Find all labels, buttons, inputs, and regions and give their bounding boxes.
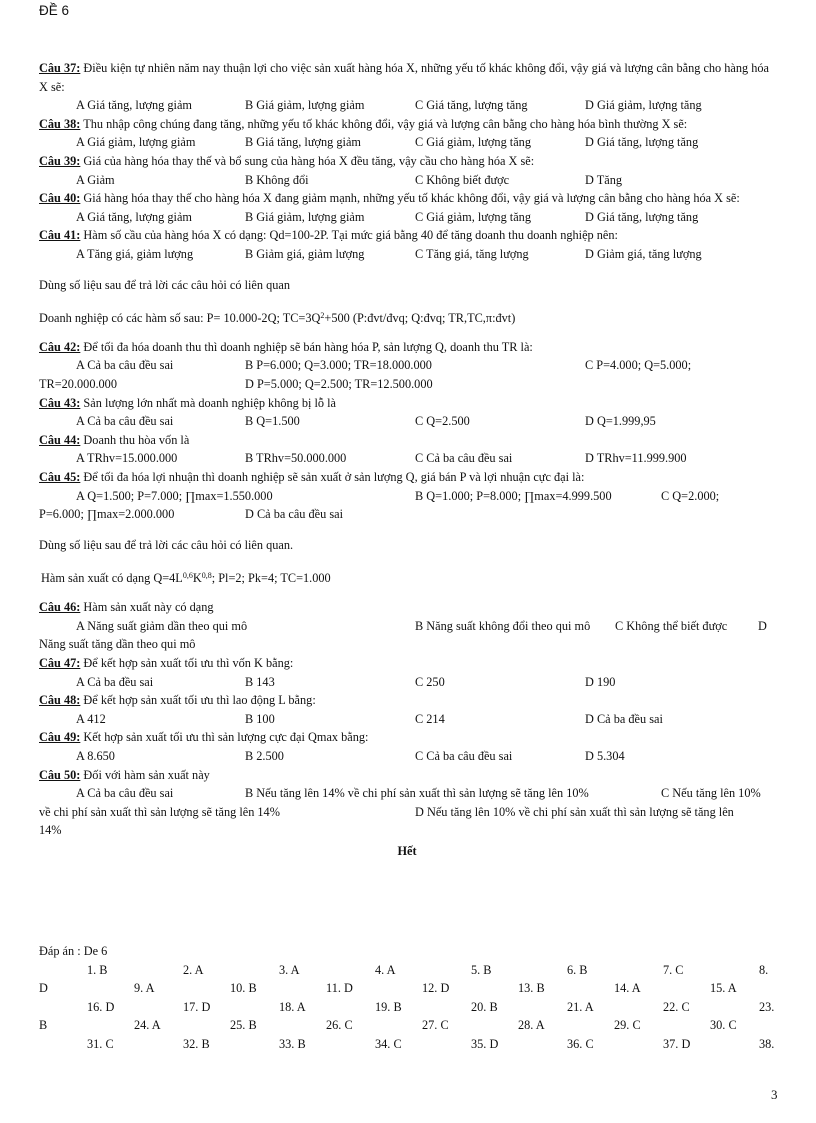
exponent: 0,8 xyxy=(201,571,212,581)
answer-grid xyxy=(39,961,779,1054)
option-a: A Tăng giá, giảm lượng xyxy=(76,246,194,261)
answer-item: 30. C xyxy=(710,1018,737,1033)
option-b: B Giảm giá, giảm lượng xyxy=(245,246,365,261)
answer-item: 8. xyxy=(759,962,769,977)
data-intro: Dùng số liệu sau để trả lời các câu hỏi có liên quan xyxy=(39,277,290,292)
answer-item: 19. B xyxy=(375,999,402,1014)
option-c-cont: P=6.000; ∏max=2.000.000 xyxy=(39,507,175,522)
option-a: A 8.650 xyxy=(76,748,115,763)
answer-row xyxy=(39,979,779,998)
production-function xyxy=(39,567,775,586)
answer-item: 13. B xyxy=(518,981,545,996)
option-c: C Nếu tăng lên 10% xyxy=(661,786,761,801)
question-39 xyxy=(39,152,775,171)
answer-item: 1. B xyxy=(87,962,108,977)
question-text: Điều kiện tự nhiên năm nay thuận lợi cho việc sản xuất hàng hóa X, những yếu tố khác không đổi, vậy giá và lượng cân bằng cho hàng hóa X sẽ: xyxy=(39,61,770,94)
option-a: A Cả ba câu đều sai xyxy=(76,414,174,429)
answer-row xyxy=(39,998,779,1017)
option-b: B Nếu tăng lên 14% về chi phí sản xuất thì sản lượng sẽ tăng lên 10% xyxy=(245,786,589,801)
end-marker: Hết xyxy=(397,843,417,858)
option-a: A Cả ba câu đều sai xyxy=(76,358,174,373)
options-39 xyxy=(39,171,775,190)
answer-item: 21. A xyxy=(567,999,594,1014)
option-c: C Giá tăng, lượng tăng xyxy=(415,98,528,113)
question-45 xyxy=(39,468,775,487)
answer-item: 5. B xyxy=(471,962,492,977)
answer-item: 32. B xyxy=(183,1036,210,1051)
question-label: Câu 46: xyxy=(39,600,81,615)
option-c: C Không thể biết được xyxy=(615,618,728,633)
question-text: Doanh thu hòa vốn là xyxy=(83,432,190,447)
option-d: D Q=1.999,95 xyxy=(585,414,656,429)
answer-item: 11. D xyxy=(326,981,353,996)
question-label: Câu 50: xyxy=(39,767,81,782)
answer-item: 33. B xyxy=(279,1036,306,1051)
answer-item: 17. D xyxy=(183,999,211,1014)
question-43 xyxy=(39,394,775,413)
option-d: D Nếu tăng lên 10% về chi phí sản xuất thì sản lượng sẽ tăng lên xyxy=(415,804,734,819)
function-text: Doanh nghiệp có các hàm số sau: P= 10.000-2Q; TC=3Q xyxy=(39,310,321,325)
answer-item: 37. D xyxy=(663,1036,691,1051)
answer-item: 31. C xyxy=(87,1036,114,1051)
exam-code: ĐỀ 6 xyxy=(39,3,70,18)
options-50-cont xyxy=(39,803,775,822)
options-40 xyxy=(39,208,775,227)
function-text: Hàm sản xuất có dạng Q=4L xyxy=(41,571,183,586)
answer-key-title: Đáp án : De 6 xyxy=(39,944,108,958)
option-b: B Q=1.500 xyxy=(245,414,300,429)
options-41 xyxy=(39,245,775,264)
options-44 xyxy=(39,449,775,468)
question-38 xyxy=(39,115,775,134)
option-d: D Tăng xyxy=(585,172,622,187)
option-d-cont: 14% xyxy=(39,823,62,838)
option-b: B Năng suất không đổi theo qui mô xyxy=(415,618,591,633)
options-45 xyxy=(39,487,775,506)
option-c: C Không biết được xyxy=(415,172,510,187)
question-text: Để tối đa hóa doanh thu thì doanh nghiệp sẽ bán hàng hóa P, sản lượng Q, doanh thu TR là: xyxy=(83,339,533,354)
option-c: C Cả ba câu đều sai xyxy=(415,748,513,763)
options-49 xyxy=(39,747,775,766)
option-d: D Giá giảm, lượng tăng xyxy=(585,98,702,113)
page-number: 3 xyxy=(771,1087,778,1102)
answer-item: 20. B xyxy=(471,999,498,1014)
question-text: Sản lượng lớn nhất mà doanh nghiệp không bị lỗ là xyxy=(83,395,337,410)
question-text: Để kết hợp sản xuất tối ưu thì vốn K bằng: xyxy=(83,655,294,670)
answer-item: 2. A xyxy=(183,962,204,977)
options-38 xyxy=(39,133,775,152)
option-d: D P=5.000; Q=2.500; TR=12.500.000 xyxy=(245,377,433,392)
answer-item: 12. D xyxy=(422,981,450,996)
option-b: B P=6.000; Q=3.000; TR=18.000.000 xyxy=(245,358,432,373)
option-b: B 2.500 xyxy=(245,748,284,763)
question-text: Thu nhập công chúng đang tăng, những yếu tố khác không đổi, vậy giá và lượng cân bằng cho hàng hóa bình thường X sẽ: xyxy=(83,116,688,131)
question-41 xyxy=(39,226,775,245)
options-46 xyxy=(39,617,775,636)
answer-item: 4. A xyxy=(375,962,396,977)
answer-item: D xyxy=(39,981,48,996)
question-text: Để tối đa hóa lợi nhuận thì doanh nghiệp sẽ sản xuất ở sản lượng Q, giá bán P và lợi nhuận cực đại là: xyxy=(83,470,585,485)
answer-item: 26. C xyxy=(326,1018,353,1033)
answer-item: 28. A xyxy=(518,1018,545,1033)
question-text: Giá của hàng hóa thay thế và bổ sung của hàng hóa X đều tăng, vậy cầu cho hàng hóa X sẽ: xyxy=(83,153,535,168)
answer-item: 29. C xyxy=(614,1018,641,1033)
option-a: A Cả ba đều sai xyxy=(76,674,154,689)
option-b: B 143 xyxy=(245,674,275,689)
option-b: B Giá tăng, lượng giảm xyxy=(245,135,361,150)
answer-item: 27. C xyxy=(422,1018,449,1033)
question-text: Đối với hàm sản xuất này xyxy=(83,767,210,782)
question-49 xyxy=(39,728,775,747)
answer-item: 16. D xyxy=(87,999,115,1014)
answer-row xyxy=(39,1016,779,1035)
data-intro: Dùng số liệu sau để trả lời các câu hỏi có liên quan. xyxy=(39,538,294,553)
options-50 xyxy=(39,784,775,803)
question-44 xyxy=(39,431,775,450)
answer-item: 7. C xyxy=(663,962,684,977)
answer-item: 14. A xyxy=(614,981,641,996)
exponent: 0,6 xyxy=(182,571,193,581)
option-d: D Cả ba đều sai xyxy=(585,711,663,726)
option-d: D Giá tăng, lượng tăng xyxy=(585,135,699,150)
answer-item: 15. A xyxy=(710,981,737,996)
option-a: A Cả ba câu đều sai xyxy=(76,786,174,801)
question-47 xyxy=(39,654,775,673)
option-c: C 214 xyxy=(415,711,445,726)
question-label: Câu 47: xyxy=(39,655,81,670)
exponent: 2 xyxy=(320,310,325,320)
option-a: A Giảm xyxy=(76,172,115,187)
option-b: B 100 xyxy=(245,711,275,726)
option-a: A TRhv=15.000.000 xyxy=(76,451,178,466)
options-42-cont xyxy=(39,375,775,394)
answer-item: 25. B xyxy=(230,1018,257,1033)
option-c: C P=4.000; Q=5.000; xyxy=(585,358,692,373)
option-b: B Không đổi xyxy=(245,172,309,187)
question-text: Hàm sản xuất này có dạng xyxy=(83,600,214,615)
question-37 xyxy=(39,59,775,96)
option-c: C 250 xyxy=(415,674,445,689)
option-a: A Giá tăng, lượng giảm xyxy=(76,209,192,224)
answer-item: 9. A xyxy=(134,981,155,996)
options-47 xyxy=(39,673,775,692)
options-48 xyxy=(39,710,775,729)
question-text: Hàm số cầu của hàng hóa X có dạng: Qd=100-2P. Tại mức giá bằng 40 để tăng doanh thu doanh nghiệp nên: xyxy=(83,228,618,243)
question-label: Câu 45: xyxy=(39,470,81,485)
answer-item: 36. C xyxy=(567,1036,594,1051)
option-d: D xyxy=(758,618,767,633)
answer-item: 23. xyxy=(759,999,775,1014)
option-d: D TRhv=11.999.900 xyxy=(585,451,687,466)
question-label: Câu 42: xyxy=(39,339,81,354)
question-label: Câu 38: xyxy=(39,116,81,131)
option-b: B Giá giảm, lượng giảm xyxy=(245,98,365,113)
answer-row xyxy=(39,961,779,980)
question-label: Câu 48: xyxy=(39,693,81,708)
answer-item: 35. D xyxy=(471,1036,499,1051)
question-label: Câu 37: xyxy=(39,61,81,75)
option-c: C Giá giảm, lượng tăng xyxy=(415,135,531,150)
option-b: B TRhv=50.000.000 xyxy=(245,451,347,466)
option-d: D 190 xyxy=(585,674,616,689)
option-c: C Q=2.000; xyxy=(661,488,720,503)
options-37 xyxy=(39,96,775,115)
questions-section xyxy=(39,59,775,862)
firm-functions xyxy=(39,307,775,326)
answer-item: B xyxy=(39,1018,48,1033)
options-42 xyxy=(39,356,775,375)
question-40 xyxy=(39,189,775,208)
question-label: Câu 44: xyxy=(39,432,81,447)
option-a: A Năng suất giảm dần theo qui mô xyxy=(76,618,248,633)
question-label: Câu 39: xyxy=(39,153,81,168)
answer-item: 22. C xyxy=(663,999,690,1014)
question-42 xyxy=(39,338,775,357)
option-c-cont: TR=20.000.000 xyxy=(39,377,117,392)
question-text: Kết hợp sản xuất tối ưu thì sản lượng cực đại Qmax bằng: xyxy=(83,730,369,745)
option-a: A 412 xyxy=(76,711,106,726)
question-text: Giá hàng hóa thay thế cho hàng hóa X đang giảm mạnh, những yếu tố khác không đổi, vậy giá và lượng cân bằng cho hàng hóa X sẽ: xyxy=(83,191,740,206)
answer-item: 3. A xyxy=(279,962,300,977)
option-a: A Giá tăng, lượng giảm xyxy=(76,98,192,113)
option-c: C Tăng giá, tăng lượng xyxy=(415,246,529,261)
answer-item: 38. xyxy=(759,1036,775,1051)
question-text: Để kết hợp sản xuất tối ưu thì lao động L bằng: xyxy=(83,693,316,708)
options-43 xyxy=(39,412,775,431)
function-text: +500 (P:đvt/đvq; Q:đvq; TR,TC,π:đvt) xyxy=(324,310,516,325)
answer-key xyxy=(39,942,779,1054)
answer-item: 18. A xyxy=(279,999,306,1014)
option-d: D Cả ba câu đều sai xyxy=(245,507,343,522)
question-label: Câu 49: xyxy=(39,730,81,745)
question-50 xyxy=(39,766,775,785)
option-d-cont: Năng suất tăng dần theo qui mô xyxy=(39,637,196,652)
answer-item: 6. B xyxy=(567,962,588,977)
function-text: ; Pl=2; Pk=4; TC=1.000 xyxy=(211,571,331,586)
option-b: B Giá giảm, lượng giảm xyxy=(245,209,365,224)
option-c-cont: về chi phí sản xuất thì sản lượng sẽ tăng lên 14% xyxy=(39,804,280,819)
answer-item: 34. C xyxy=(375,1036,402,1051)
option-b: B Q=1.000; P=8.000; ∏max=4.999.500 xyxy=(415,488,612,503)
option-d: D Giá tăng, lượng tăng xyxy=(585,209,699,224)
option-c: C Cả ba câu đều sai xyxy=(415,451,513,466)
option-a: A Q=1.500; P=7.000; ∏max=1.550.000 xyxy=(76,488,273,503)
option-c: C Q=2.500 xyxy=(415,414,470,429)
answer-item: 24. A xyxy=(134,1018,161,1033)
answer-row xyxy=(39,1035,779,1054)
question-48 xyxy=(39,691,775,710)
answer-item: 10. B xyxy=(230,981,257,996)
question-46 xyxy=(39,598,775,617)
option-a: A Giá giảm, lượng giảm xyxy=(76,135,196,150)
option-d: D Giảm giá, tăng lượng xyxy=(585,246,702,261)
options-45-cont xyxy=(39,505,775,524)
question-label: Câu 40: xyxy=(39,191,81,206)
question-label: Câu 43: xyxy=(39,395,81,410)
question-label: Câu 41: xyxy=(39,228,81,243)
function-text: K xyxy=(192,571,202,586)
option-c: C Giá giảm, lượng tăng xyxy=(415,209,531,224)
option-d: D 5.304 xyxy=(585,748,625,763)
